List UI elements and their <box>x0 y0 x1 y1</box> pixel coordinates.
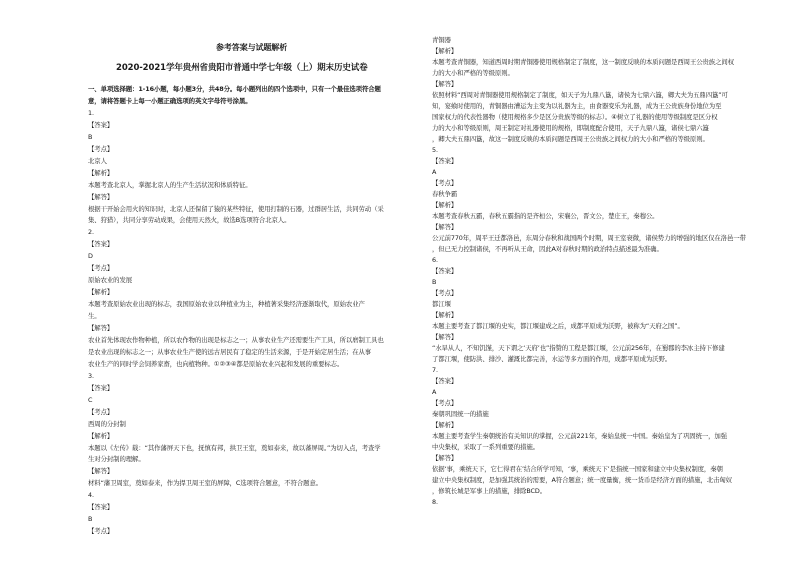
text-line: ，但已无力控制诸侯，不再听从王命，因此A对春秋时期的政治特点描述最为准确。 <box>432 245 663 253</box>
text-line: 生对分封制的理解。 <box>88 455 145 464</box>
text-line: 【解析】 <box>88 288 114 297</box>
text-line: 集、狩猎），共同分享劳动成果，会使用天然火，故选B选项符合北京人。 <box>88 216 291 225</box>
text-line: 秦朝巩固统一的措施 <box>432 410 489 418</box>
text-line: 知，宴飨时使用的，青铜器由漕运为主变为以礼器为主，由食器变乐为礼器，成为王公贵族身份地位为至 <box>432 102 722 110</box>
text-line: 1. <box>88 108 94 117</box>
text-line: 生。 <box>88 312 101 321</box>
text-line: 5. <box>432 146 438 154</box>
text-line: 青铜器 <box>432 36 451 44</box>
text-line: 【解答】 <box>88 324 114 332</box>
text-line: B <box>88 132 93 141</box>
text-line: 【解析】 <box>432 201 458 209</box>
text-line: 【答案】 <box>88 120 114 129</box>
text-line: 西周的分封制 <box>88 419 126 428</box>
text-line: 力的大小和等级原则，周王制定对礼器使用的规格，即制度配合使用，天子九鼎八簋，诸侯七鼎六簋 <box>432 124 709 132</box>
text-line: 是农业出现的标志之一；从事农业生产使的远古居民有了稳定的生活来源，于是开始定居生活；在从事 <box>88 347 372 356</box>
text-line: 【解答】 <box>432 80 458 88</box>
text-line: 【解析】 <box>88 168 114 177</box>
text-line: 材料“藩卫周室，奠如泰来，作为捍卫周王室的屏障，C选项符合题意，不符合题意。 <box>88 479 323 488</box>
text-line: 【答案】 <box>432 267 458 275</box>
text-line: 7. <box>432 366 438 374</box>
text-line: 【答案】 <box>88 503 114 512</box>
text-line: A <box>432 388 437 396</box>
text-line: 本题考查青铜器，知道西周时期青铜器使用规格制定了制度，这一制度反映的本质问题是西周王公贵族之间权 <box>432 58 734 66</box>
text-line: B <box>432 278 437 286</box>
text-line: 【解析】 <box>88 431 114 440</box>
text-line: 农业生产的同时学会饲养家畜，也向植物种。①②③④都是原始农业兴起和发展的重要标志。 <box>88 359 344 368</box>
text-line: 春秋争霸 <box>432 190 458 198</box>
text-line: 北京人 <box>88 156 107 165</box>
text-line: 【解析】 <box>432 421 458 429</box>
text-line: 【答案】 <box>432 377 458 385</box>
text-line: 【解答】 <box>432 333 458 341</box>
text-line: 【解答】 <box>88 192 114 201</box>
section-heading: 意，请将答题卡上每一小题正确选项的英文字母符号涂黑。 <box>88 96 252 105</box>
text-line: ，卿大夫五鼎四簋，故这一制度反映的本质问题是西周王公贵族之间权力的大小和严格的等级原则。 <box>432 135 709 143</box>
text-line: 【考点】 <box>88 527 114 536</box>
text-line: 8. <box>432 498 438 506</box>
text-line: 原始农业的发展 <box>88 276 133 285</box>
text-line: A <box>432 168 437 176</box>
text-line: 依照材料“西周对青铜器使用规格制定了制度，如天子为九鼎八簋，诸侯为七鼎六簋，卿大夫为五鼎四簋”可 <box>432 91 728 99</box>
text-line: 3. <box>88 371 94 380</box>
text-line: 根据干开始会用火的知识时，北京人还保留了猿的某些特征，使用打制的石器，过群居生活，共同劳动（采 <box>88 204 384 213</box>
text-line: 【解答】 <box>432 223 458 231</box>
text-line: 【答案】 <box>88 240 114 249</box>
text-line: 本题主要考查了都江堰的史实，都江堰建成之后，成都平原成为沃野，被称为“天府之国”。 <box>432 322 684 330</box>
document-title: 参考答案与试题解析 <box>216 43 288 52</box>
text-line: 【考点】 <box>88 144 114 153</box>
text-line: B <box>88 515 93 524</box>
text-line: 【解答】 <box>88 467 114 476</box>
text-line: 【解析】 <box>432 311 458 319</box>
text-line: 【答案】 <box>88 383 114 392</box>
text-line: 【答案】 <box>432 157 458 165</box>
text-line: 都江堰 <box>432 300 451 308</box>
text-line: 【解析】 <box>432 47 458 55</box>
text-line: 本题主要考查学生秦朝统治有关知识的掌握，公元前221年，秦始皇统一中国。秦始皇为了巩固统一，加强 <box>432 432 727 440</box>
text-line: 建立中央集权制度，是加强其统治的需要，A符合题意；统一度量衡，统一货币是经济方面的措施，北击匈奴 <box>432 476 732 484</box>
text-line: 【考点】 <box>432 399 458 407</box>
text-line: 本题考查北京人，掌握北京人的生产生活状况和体质特征。 <box>88 180 252 189</box>
text-line: 国家权力的代表性器物（使用规格多少是区分贵族等级的标志）。④树立了礼器的使用等级制度是区分权 <box>432 113 718 121</box>
text-line: 本题考查原始农业出现的标志，我国原始农业以种植业为主，种植著采集经济逐渐取代，原始农业产 <box>88 300 365 309</box>
text-line: 力的大小和严格的等级原则。 <box>432 69 514 77</box>
text-line: 【考点】 <box>88 407 114 416</box>
text-line: 公元前770年，周平王迁都洛邑，东周分春秋和战国两个时期，周王室衰微，诸侯势力的增强的地区仅在洛邑一带 <box>432 234 746 242</box>
text-line: 【解答】 <box>432 454 458 462</box>
text-line: 本题考查春秋五霸，春秋五霸指的是齐桓公，宋襄公，晋文公，楚庄王，秦穆公。 <box>432 212 659 220</box>
text-line: C <box>88 395 93 404</box>
text-line: 了都江堰，使防洪、排沙、灌溉比都完善，水运等多方面的作用，成都平原成为沃野。 <box>432 355 672 363</box>
text-line: 【考点】 <box>88 264 114 273</box>
text-line: 中央集权，采取了一系列重要的措施。 <box>432 443 539 451</box>
text-line: 6. <box>432 256 438 264</box>
exam-subtitle: 2020-2021学年贵州省贵阳市普通中学七年级（上）期末历史试卷 <box>116 63 368 73</box>
text-line: 依据‘事，乘统天下，它仁得君在’结合所学可知，‘事，乘统天下’是指统一国家和建立中央集权制度，秦朝 <box>432 465 723 473</box>
text-line: 4. <box>88 491 94 500</box>
text-line: “水旱从人，不知饥馑，天下谓之‘天府’也”指赞的工程是都江堰，公元前256年，在蜀郡的李冰主持下修建 <box>432 344 725 352</box>
section-heading: 一、单项选择题：1-16小题，每小题3分，共48分。每小题列出的四个选项中，只有一个最佳选项符合题 <box>88 85 381 93</box>
text-line: ，修筑长城是军事上的措施，排除BCD。 <box>432 487 547 495</box>
text-line: 【考点】 <box>432 179 458 187</box>
text-line: 2. <box>88 228 94 237</box>
text-line: D <box>88 252 93 261</box>
text-line: 本题以《左传》载：“其作藩屏天下也，抚慎有邦，拱卫王室，奠如泰来，故以蕃屏周。”为切入点，考查学 <box>88 443 381 452</box>
text-line: 【考点】 <box>432 289 458 297</box>
text-line: 农业首先体现农作物种植，所以农作物的出现是标志之一；从事农业生产还需要生产工具，所以磨制工具也 <box>88 335 384 344</box>
